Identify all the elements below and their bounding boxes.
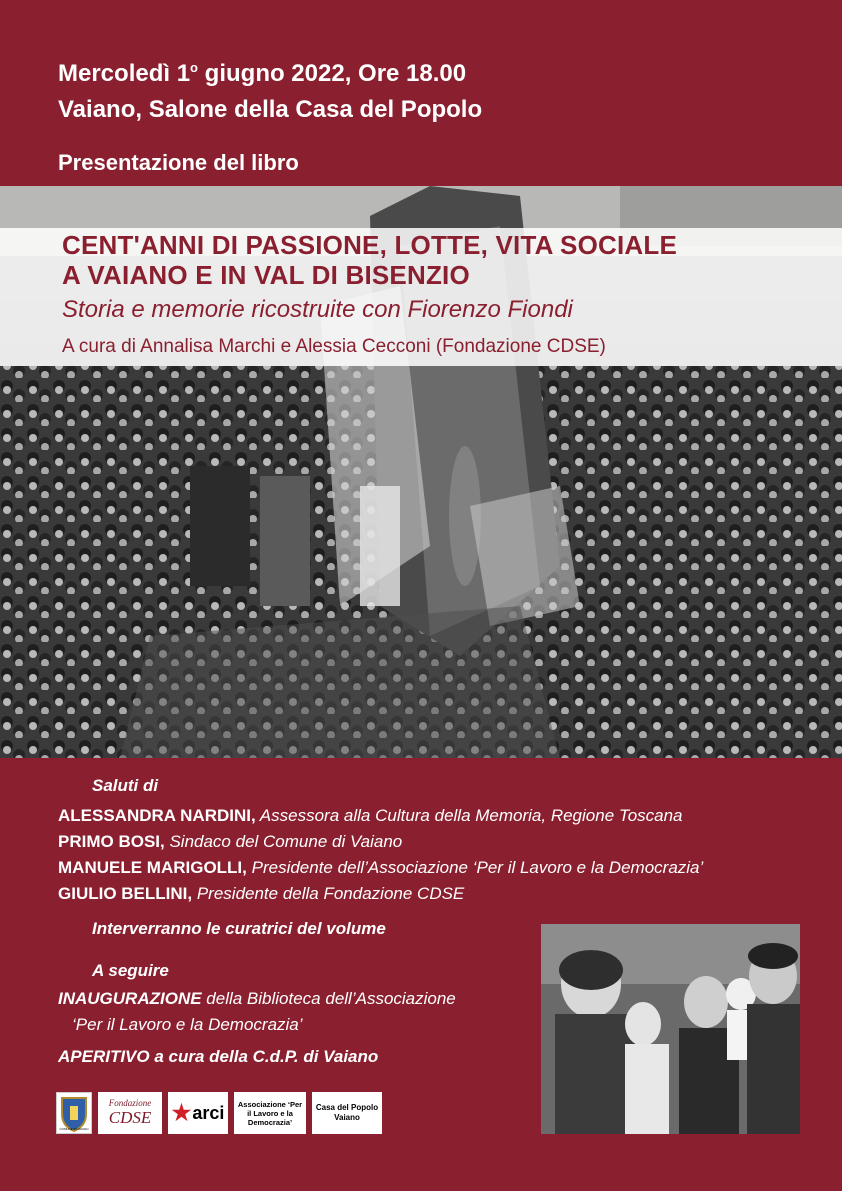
aperitivo-line: APERITIVO a cura della C.d.P. di Vaiano [58, 1047, 379, 1066]
speaker-line [58, 832, 402, 852]
arci-label: arci [192, 1102, 225, 1123]
speaker-role: Presidente della Fondazione CDSE [192, 884, 465, 903]
book-curators: A cura di Annalisa Marchi e Alessia Cecconi (Fondazione CDSE) [62, 336, 606, 357]
star-icon: ★ [171, 1100, 192, 1125]
inauguration-label: INAUGURAZIONE [58, 989, 202, 1008]
cdse-logo [98, 1092, 162, 1134]
speaker-name: GIULIO BELLINI, [58, 884, 193, 903]
book-subtitle: Storia e memorie ricostruite con Fiorenzo Fiondi [62, 296, 573, 323]
speaker-line [58, 884, 464, 904]
assoc-label: Associazione ‘Per il Lavoro e la Democrazia’ [237, 1099, 303, 1127]
speaker-role: Assessora alla Cultura della Memoria, Regione Toscana [255, 806, 683, 825]
event-header [58, 50, 482, 128]
speaker-name: PRIMO BOSI, [58, 832, 165, 851]
arci-logo [168, 1092, 228, 1134]
curators-note: Interverranno le curatrici del volume [92, 919, 386, 938]
casa-label-1: Casa del Popolo [315, 1103, 379, 1112]
speaker-name: ALESSANDRA NARDINI, [58, 806, 256, 825]
ordinal-mark: o [190, 60, 198, 75]
inauguration-text: della Biblioteca dell’Associazione [201, 989, 456, 1008]
event-date-time [58, 50, 482, 92]
presentation-kicker: Presentazione del libro [58, 150, 299, 175]
book-title-line-1: CENT'ANNI DI PASSIONE, LOTTE, VITA SOCIALE [62, 230, 678, 260]
event-month-time: giugno 2022, Ore 18.00 [198, 60, 467, 87]
speaker-line [58, 806, 683, 826]
assoc-logo [234, 1092, 306, 1134]
inauguration-line-2: ‘Per il Lavoro e la Democrazia’ [72, 1015, 303, 1034]
partner-logos [56, 1092, 382, 1134]
family-photo-illustration [541, 924, 800, 1134]
family-photo [541, 924, 800, 1134]
comune-label: COMUNE DI VAIANO [59, 1127, 89, 1131]
cdse-small-label: Fondazione [108, 1098, 152, 1108]
crest-icon [59, 1094, 89, 1132]
cdse-label: CDSE [108, 1108, 152, 1127]
speaker-role: Presidente dell’Associazione ‘Per il Lavoro e la Democrazia’ [246, 858, 704, 877]
casa-del-popolo-logo [312, 1092, 382, 1134]
speaker-line [58, 858, 703, 878]
speaker-name: MANUELE MARIGOLLI, [58, 858, 247, 877]
casa-label-2: Vaiano [334, 1113, 360, 1122]
inauguration-line-1 [58, 989, 456, 1009]
book-title-line-2: A VAIANO E IN VAL DI BISENZIO [62, 260, 470, 290]
greetings-label: Saluti di [92, 776, 159, 795]
following-label: A seguire [92, 961, 169, 980]
event-venue: Vaiano, Salone della Casa del Popolo [58, 96, 483, 123]
comune-vaiano-logo [56, 1092, 92, 1134]
event-weekday-day: Mercoledì 1 [58, 60, 191, 87]
speaker-role: Sindaco del Comune di Vaiano [164, 832, 403, 851]
